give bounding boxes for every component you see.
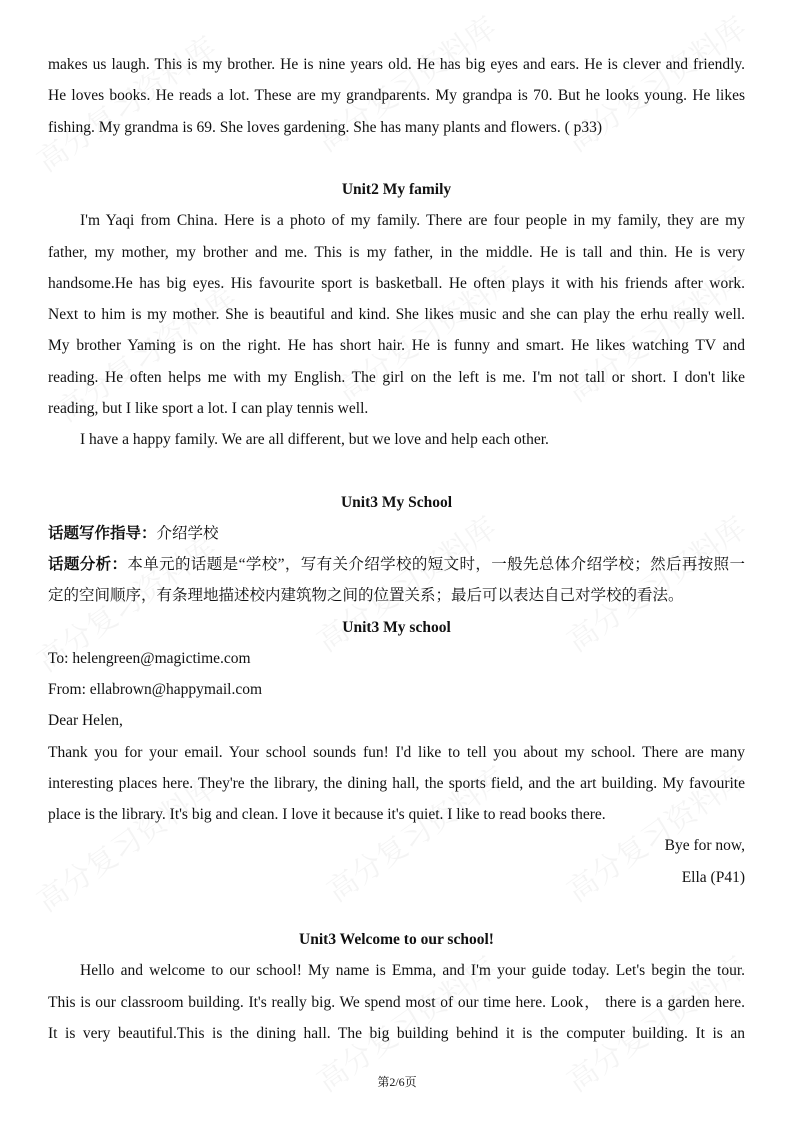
text-line: Thank you for your email. Your school sounds fun! I'd like to tell you about my school. There are many: [48, 743, 745, 761]
topic-label: 话题分析：: [48, 555, 128, 573]
text-line: This is our classroom building. It's really big. We spend most of our time here. Look， there is a garden here.: [48, 993, 745, 1011]
text-line: [48, 518, 745, 549]
topic-text: 本单元的话题是“学校”，写有关介绍学校的短文时，一般先总体介绍学校；然后再按照一: [127, 556, 745, 573]
section-heading: Unit3 My School: [340, 493, 453, 511]
text-line: Dear Helen,: [48, 712, 123, 730]
text-line: interesting places here. They're the library, the dining hall, the sports field, and the art building. My favourite: [48, 774, 745, 792]
text-line: I have a happy family. We are all different, but we love and help each other.: [80, 431, 549, 448]
text-line: Bye for now,: [664, 837, 745, 855]
text-line: To: helengreen@magictime.com: [48, 649, 251, 667]
text-line: [48, 549, 745, 580]
text-line: It is very beautiful.This is the dining hall. The big building behind it is the computer building. It is an: [48, 1024, 745, 1042]
text-line: father, my mother, my brother and me. This is my father, in the middle. He is tall and thin. He is very: [48, 243, 745, 261]
section-heading: Unit3 Welcome to our school!: [299, 931, 494, 948]
text-line: place is the library. It's big and clean. I love it because it's quiet. I like to read books there.: [48, 806, 606, 823]
text-line: handsome.He has big eyes. His favourite sport is basketball. He often plays it with his friends after work.: [48, 274, 745, 292]
section-heading: Unit3 My school: [342, 618, 451, 636]
text-line: fishing. My grandma is 69. She loves gardening. She has many plants and flowers. ( p33): [48, 118, 603, 136]
text-line: He loves books. He reads a lot. These are my grandparents. My grandpa is 70. But he looks young. He likes: [48, 87, 745, 105]
text-line: Hello and welcome to our school! My name is Emma, and I'm your guide today. Let's begin the tour.: [80, 962, 745, 980]
text-line: I'm Yaqi from China. Here is a photo of my family. There are four people in my family, they are my: [80, 212, 745, 230]
page-number: 第2/6页: [377, 1075, 417, 1089]
section-heading: Unit2 My family: [341, 181, 452, 198]
text-line: Next to him is my mother. She is beautiful and kind. She likes music and she can play the erhu really well.: [48, 306, 745, 323]
text-line: From: ellabrown@happymail.com: [48, 681, 263, 698]
text-line: Ella (P41): [681, 868, 745, 886]
text-line: 定的空间顺序，有条理地描述校内建筑物之间的位置关系；最后可以表达自己对学校的看法。: [48, 587, 684, 605]
text-line: My brother Yaming is on the right. He has short hair. He is funny and smart. He likes watching TV and: [48, 337, 745, 355]
text-line: makes us laugh. This is my brother. He is nine years old. He has big eyes and ears. He is clever and friendly.: [48, 56, 745, 73]
text-line: reading, but I like sport a lot. I can play tennis well.: [48, 399, 369, 417]
text-line: reading. He often helps me with my English. The girl on the left is me. I'm not tall or short. I don't like: [48, 368, 745, 386]
topic-label: 话题写作指导：: [48, 523, 157, 542]
topic-text: 介绍学校: [156, 524, 219, 542]
